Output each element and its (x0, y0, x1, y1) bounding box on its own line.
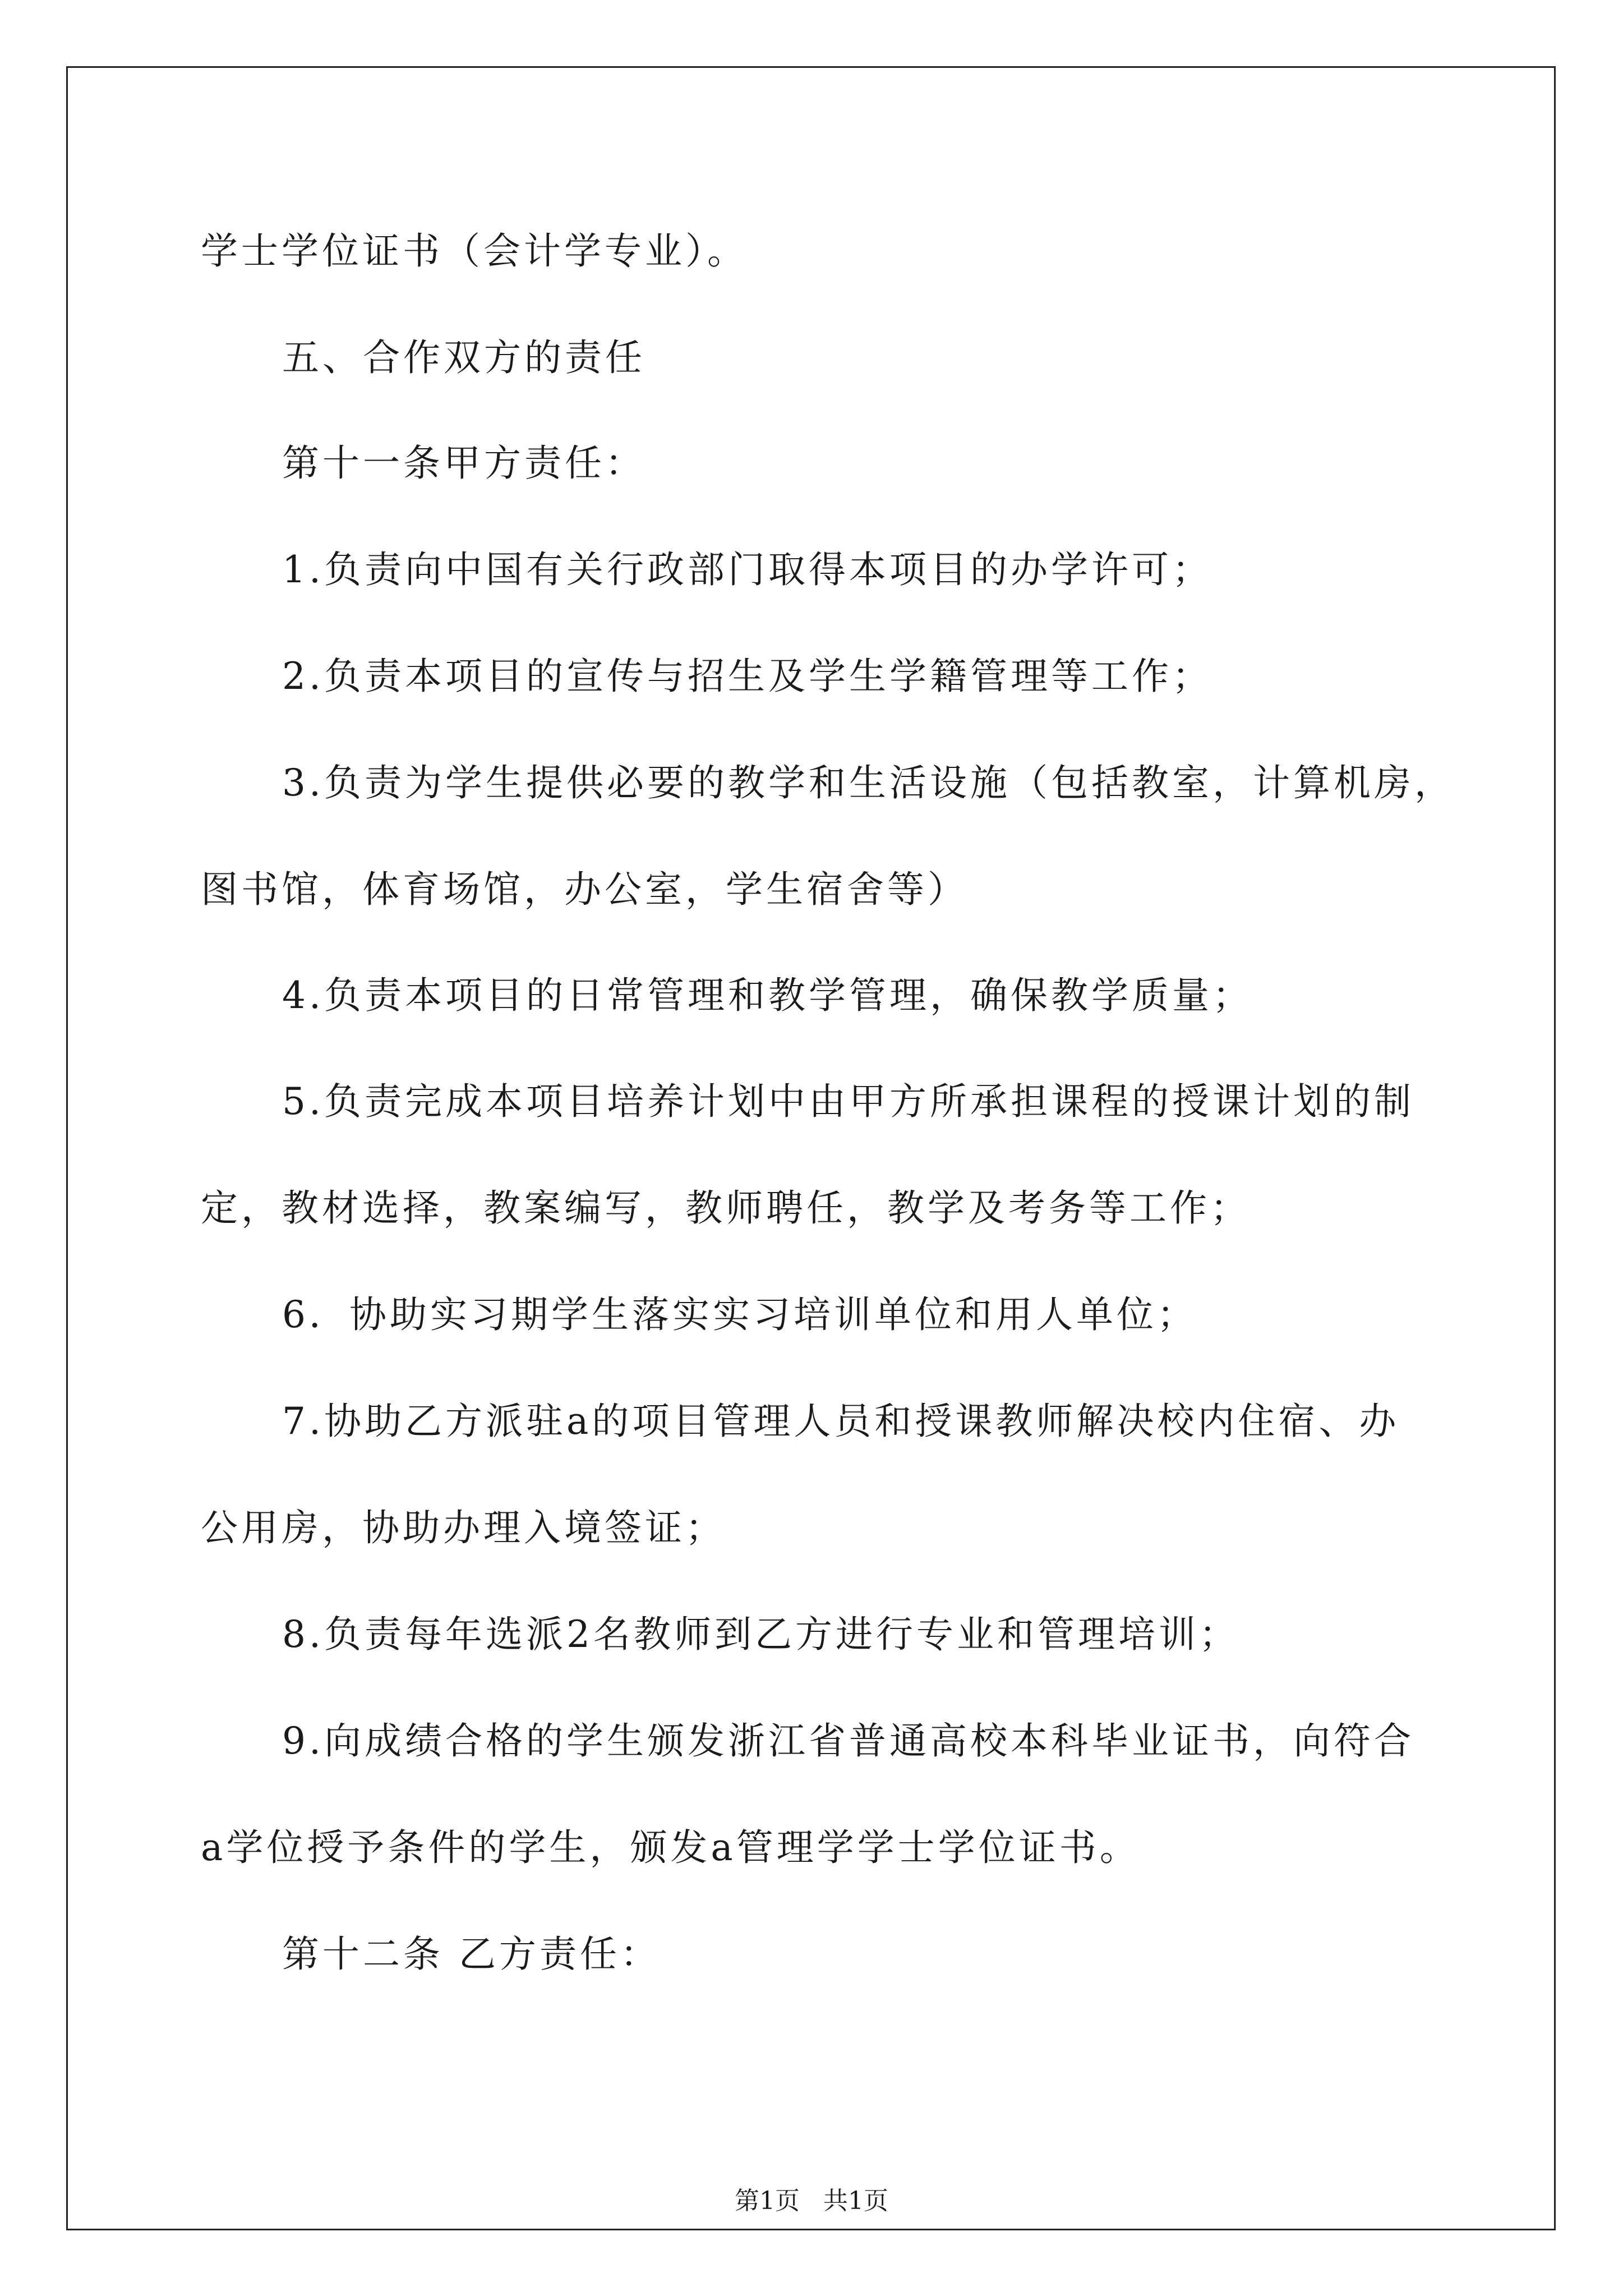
list-item: 5.负责完成本项目培养计划中由甲方所承担课程的授课计划的制 (282, 1080, 1414, 1123)
list-item: 2.负责本项目的宣传与招生及学生学籍管理等工作； (282, 655, 1212, 698)
list-item: 6．协助实习期学生落实实习培训单位和用人单位； (282, 1293, 1197, 1336)
list-item: 9.向成绩合格的学生颁发浙江省普通高校本科毕业证书，向符合 (282, 1719, 1414, 1763)
list-item: 7.协助乙方派驻a的项目管理人员和授课教师解决校内住宿、办 (282, 1400, 1400, 1443)
page-border (66, 66, 1556, 2230)
page-footer: 第1页 共1页 (735, 2187, 888, 2215)
list-item: 3.负责为学生提供必要的教学和生活设施（包括教室，计算机房， (282, 761, 1455, 804)
list-item-continuation: 图书馆，体育场馆，办公室，学生宿舍等） (201, 868, 968, 911)
text-line: 学士学位证书（会计学专业）。 (201, 229, 748, 273)
list-item: 1.负责向中国有关行政部门取得本项目的办学许可； (282, 548, 1212, 591)
article-heading: 第十一条甲方责任： (282, 441, 645, 485)
list-item: 4.负责本项目的日常管理和教学管理，确保教学质量； (282, 974, 1253, 1017)
list-item-continuation: 公用房，协助办理入境签证； (201, 1506, 726, 1549)
list-item-continuation: 定，教材选择，教案编写，教师聘任，教学及考务等工作； (201, 1186, 1251, 1230)
list-item-continuation: a学位授予条件的学生，颁发a管理学学士学位证书。 (201, 1826, 1140, 1869)
list-item: 8.负责每年选派2名教师到乙方进行专业和管理培训； (282, 1613, 1239, 1656)
section-heading: 五、合作双方的责任 (282, 336, 645, 379)
article-heading: 第十二条 乙方责任： (282, 1932, 661, 1976)
